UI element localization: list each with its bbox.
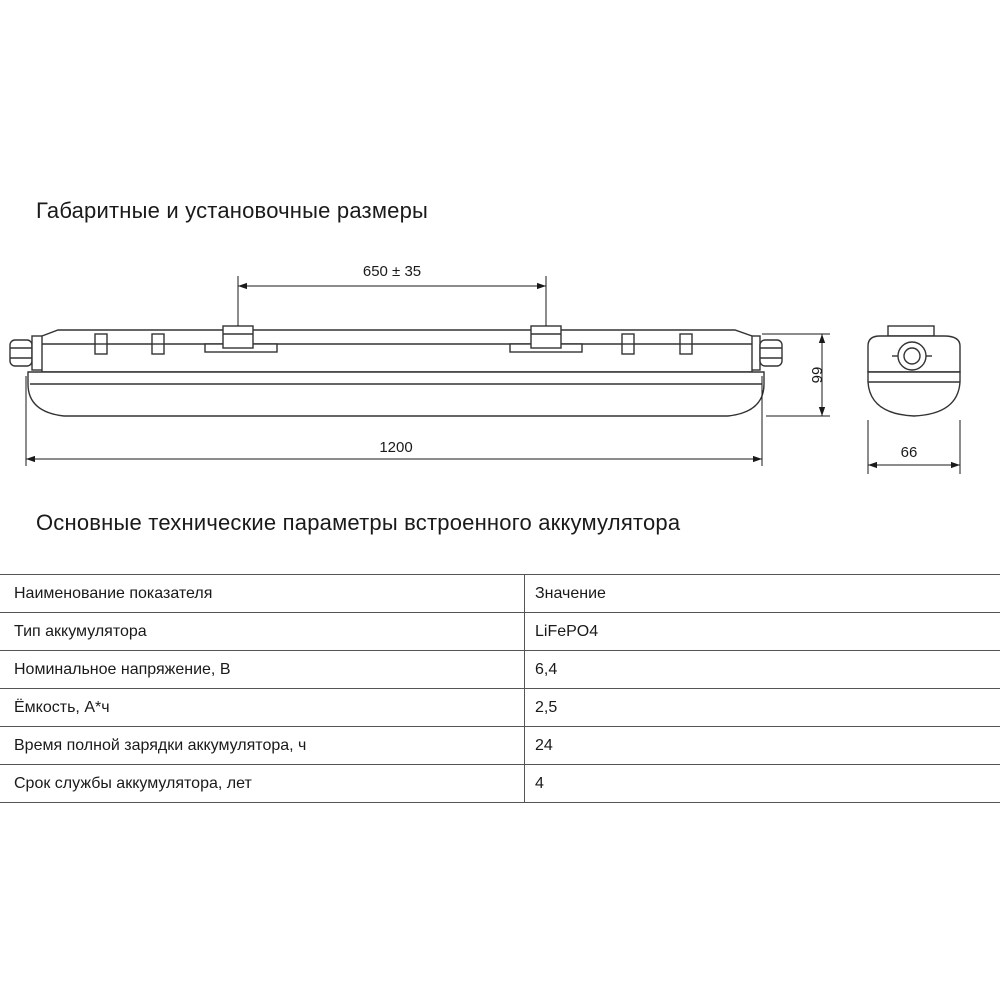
latch-clip-3	[622, 334, 634, 354]
specs-heading: Основные технические параметры встроенного аккумулятора	[36, 510, 681, 535]
table-row	[0, 651, 1000, 689]
header-value-cell: Значение	[525, 575, 1000, 613]
width-label: 66	[900, 444, 918, 461]
latch-clip-1	[95, 334, 107, 354]
luminaire-side-view	[10, 326, 782, 416]
height-label: 66	[808, 366, 825, 384]
row-name-cell: Тип аккумулятора	[0, 613, 525, 651]
row-value-cell: 4	[525, 765, 1000, 803]
table-row	[0, 765, 1000, 803]
row-value-cell: 24	[525, 727, 1000, 765]
luminaire-end-view	[868, 326, 960, 416]
row-name-cell: Срок службы аккумулятора, лет	[0, 765, 525, 803]
battery-spec-table	[0, 574, 1000, 803]
row-value-cell: LiFePO4	[525, 613, 1000, 651]
mount-spacing-label: 650 ± 35	[362, 263, 422, 280]
mount-spacing-dimension	[238, 276, 546, 326]
header-name-cell: Наименование показателя	[0, 575, 525, 613]
cable-gland-left	[10, 336, 44, 370]
row-value-cell: 6,4	[525, 651, 1000, 689]
table-row	[0, 689, 1000, 727]
cable-gland-right	[748, 336, 782, 370]
table-row	[0, 613, 1000, 651]
dimensions-heading: Габаритные и установочные размеры	[36, 198, 429, 223]
length-label: 1200	[379, 439, 413, 456]
row-value-cell: 2,5	[525, 689, 1000, 727]
row-name-cell: Ёмкость, А*ч	[0, 689, 525, 727]
latch-clip-4	[680, 334, 692, 354]
table-row	[0, 727, 1000, 765]
row-name-cell: Время полной зарядки аккумулятора, ч	[0, 727, 525, 765]
table-header-row	[0, 575, 1000, 613]
row-name-cell: Номинальное напряжение, В	[0, 651, 525, 689]
latch-clip-2	[152, 334, 164, 354]
